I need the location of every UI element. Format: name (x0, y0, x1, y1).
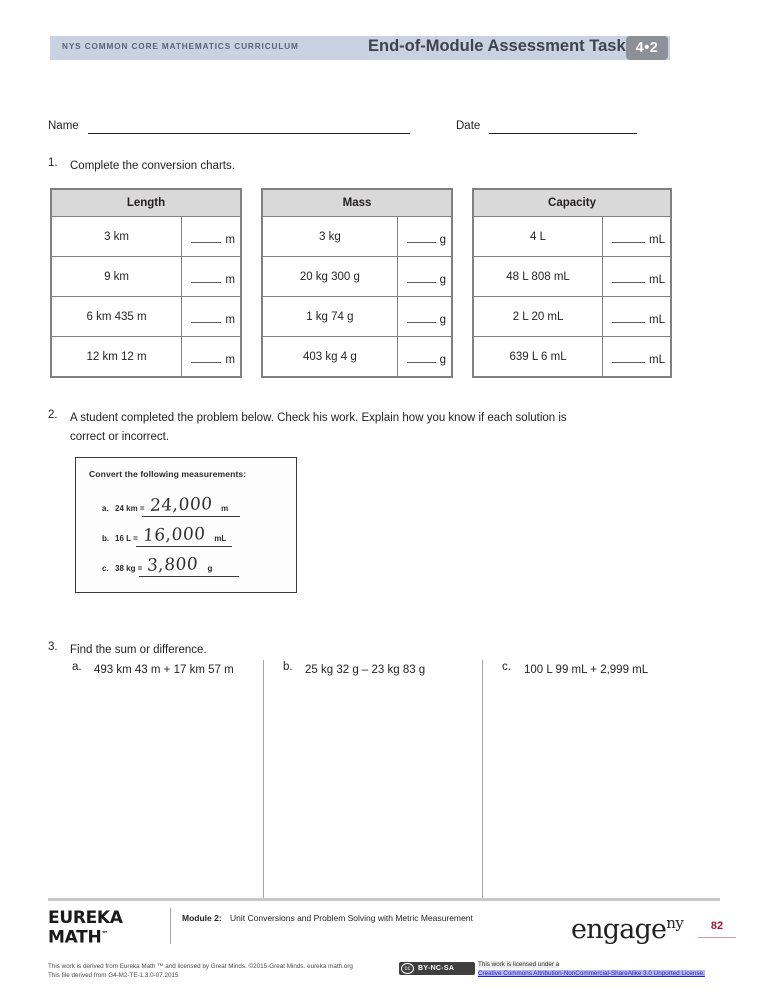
eureka-math-logo (48, 910, 123, 946)
license-attribution (48, 962, 353, 980)
answer-blank-line[interactable] (191, 362, 221, 363)
unit-label: m (225, 274, 235, 286)
trademark-icon: ™ (101, 930, 109, 938)
answer-cell[interactable] (603, 257, 671, 297)
measurement-value: 9 km (52, 257, 182, 297)
measurement-value: 6 km 435 m (52, 297, 182, 337)
unit-label: m (225, 314, 235, 326)
question-1-text: Complete the conversion charts. (70, 160, 235, 172)
license-attribution-line1: This work is derived from Eureka Math ™ and licensed by Great Minds. ©2015-Great Minds. eureka math.org (48, 963, 353, 970)
measurement-value: 3 km (52, 217, 182, 257)
table-row (52, 337, 241, 377)
table-row (474, 217, 671, 257)
measurement-value: 639 L 6 mL (474, 337, 603, 377)
work-area-3b[interactable] (310, 680, 475, 895)
student-work-title: Convert the following measurements: (89, 469, 247, 479)
student-work-item-c (102, 554, 213, 576)
student-item-b-answer: 16,000 (142, 524, 206, 546)
unit-label: m (225, 234, 235, 246)
unit-label: m (225, 354, 235, 366)
student-item-c-letter: c. (102, 564, 109, 574)
answer-blank-line[interactable] (612, 282, 645, 283)
measurement-value: 403 kg 4 g (263, 337, 398, 377)
work-area-3c[interactable] (528, 680, 708, 895)
footer-separator (170, 908, 171, 944)
name-input-line[interactable] (88, 133, 410, 134)
student-item-c-unit: g (207, 564, 213, 574)
answer-cell[interactable] (603, 297, 671, 337)
license-attribution-line2: This file derived from G4-M2-TE-1.3.0-07.2015 (48, 972, 179, 979)
unit-label: mL (649, 274, 665, 286)
answer-blank-line[interactable] (407, 282, 436, 283)
answer-blank-line[interactable] (612, 242, 645, 243)
date-label: Date (456, 120, 481, 132)
student-work-item-a (102, 494, 229, 516)
answer-blank-line[interactable] (191, 242, 221, 243)
license-link[interactable]: Creative Commons Attribution-NonCommercial-ShareAlike 3.0 Unported License. (478, 970, 705, 977)
curriculum-label: NYS COMMON CORE MATHEMATICS CURRICULUM (62, 42, 299, 51)
answer-cell[interactable] (397, 217, 451, 257)
module-badge: 4•2 (626, 36, 668, 60)
answer-cell[interactable] (182, 217, 241, 257)
page-number-rule (698, 937, 736, 938)
measurement-value: 2 L 20 mL (474, 297, 603, 337)
cc-license-code: BY-NC-SA (418, 965, 455, 972)
answer-cell[interactable] (397, 257, 451, 297)
answer-blank-line[interactable] (612, 362, 645, 363)
creative-commons-badge-icon (399, 962, 475, 975)
answer-cell[interactable] (182, 257, 241, 297)
student-item-a-rule (142, 516, 240, 517)
question-3c-problem: 100 L 99 mL + 2,999 mL (524, 664, 649, 676)
student-work-item-b (102, 524, 227, 546)
work-area-3a[interactable] (100, 680, 260, 895)
student-item-b-rule (136, 546, 232, 547)
measurement-value: 4 L (474, 217, 603, 257)
unit-label: g (439, 354, 446, 366)
student-item-a-letter: a. (102, 504, 109, 514)
answer-cell[interactable] (603, 217, 671, 257)
module-label: Module 2: (182, 913, 222, 923)
engage-logo-main: engage (571, 914, 667, 945)
answer-cell[interactable] (603, 337, 671, 377)
eureka-logo-line2: MATH (48, 927, 102, 948)
unit-label: mL (649, 314, 665, 326)
work-area-divider-1 (263, 660, 264, 898)
student-item-b-unit: mL (214, 534, 227, 544)
license-notice-line1: This work is licensed under a (478, 961, 560, 968)
table-row (474, 257, 671, 297)
unit-label: g (439, 234, 446, 246)
question-2-text-line2: correct or incorrect. (70, 431, 170, 443)
engage-logo-sup: ny (666, 914, 684, 932)
table-header-capacity: Capacity (474, 190, 671, 217)
student-item-a-unit: m (221, 504, 229, 514)
measurement-value: 3 kg (263, 217, 398, 257)
question-2-text-line1: A student completed the problem below. Check his work. Explain how you know if each solution is (70, 412, 567, 424)
table-row (52, 217, 241, 257)
table-row (474, 297, 671, 337)
measurement-value: 48 L 808 mL (474, 257, 603, 297)
table-header-length: Length (52, 190, 241, 217)
answer-blank-line[interactable] (407, 322, 436, 323)
student-item-a-prompt: 24 km = (115, 504, 145, 514)
page-title: End-of-Module Assessment Task (368, 37, 626, 55)
answer-cell[interactable] (182, 297, 241, 337)
table-row (52, 257, 241, 297)
question-3c-letter: c. (502, 661, 511, 673)
student-work-box (75, 457, 297, 593)
measurement-value: 20 kg 300 g (263, 257, 398, 297)
table-row (474, 337, 671, 377)
eureka-logo-line1: EUREKA (48, 908, 123, 928)
module-title: Unit Conversions and Problem Solving with Metric Measurement (230, 913, 473, 923)
unit-label: mL (649, 354, 665, 366)
engageny-logo (571, 908, 683, 945)
question-3a-problem: 493 km 43 m + 17 km 57 m (94, 664, 234, 676)
unit-label: mL (649, 234, 665, 246)
question-3-text: Find the sum or difference. (70, 644, 207, 656)
question-3b-letter: b. (283, 661, 293, 673)
answer-cell[interactable] (397, 297, 451, 337)
table-row (263, 217, 452, 257)
table-row (52, 297, 241, 337)
question-3a-letter: a. (72, 661, 82, 673)
unit-label: g (439, 314, 446, 326)
table-row (263, 257, 452, 297)
footer-divider (48, 898, 720, 901)
question-1-number: 1. (48, 157, 58, 169)
answer-blank-line[interactable] (191, 322, 221, 323)
question-3b-problem: 25 kg 32 g – 23 kg 83 g (305, 664, 426, 676)
answer-blank-line[interactable] (407, 242, 436, 243)
question-3-number: 3. (48, 641, 58, 653)
conversion-table-length (50, 188, 242, 378)
name-label: Name (48, 120, 79, 132)
work-area-divider-2 (482, 660, 483, 898)
conversion-table-capacity (472, 188, 672, 378)
conversion-table-mass (261, 188, 453, 378)
student-item-b-prompt: 16 L = (115, 534, 138, 544)
answer-blank-line[interactable] (612, 322, 645, 323)
question-2-number: 2. (48, 409, 58, 421)
answer-cell[interactable] (182, 337, 241, 377)
table-row (263, 297, 452, 337)
student-item-c-prompt: 38 kg = (115, 564, 143, 574)
table-header-mass: Mass (263, 190, 452, 217)
student-item-b-letter: b. (102, 534, 110, 544)
student-item-a-answer: 24,000 (149, 494, 213, 516)
student-item-c-rule (139, 576, 239, 577)
answer-blank-line[interactable] (407, 362, 436, 363)
page-number: 82 (710, 920, 724, 932)
student-item-c-answer: 3,800 (146, 554, 200, 576)
measurement-value: 12 km 12 m (52, 337, 182, 377)
measurement-value: 1 kg 74 g (263, 297, 398, 337)
table-row (263, 337, 452, 377)
answer-blank-line[interactable] (191, 282, 221, 283)
unit-label: g (439, 274, 446, 286)
date-input-line[interactable] (489, 133, 637, 134)
answer-cell[interactable] (397, 337, 451, 377)
cc-circle-icon: cc (401, 963, 414, 974)
